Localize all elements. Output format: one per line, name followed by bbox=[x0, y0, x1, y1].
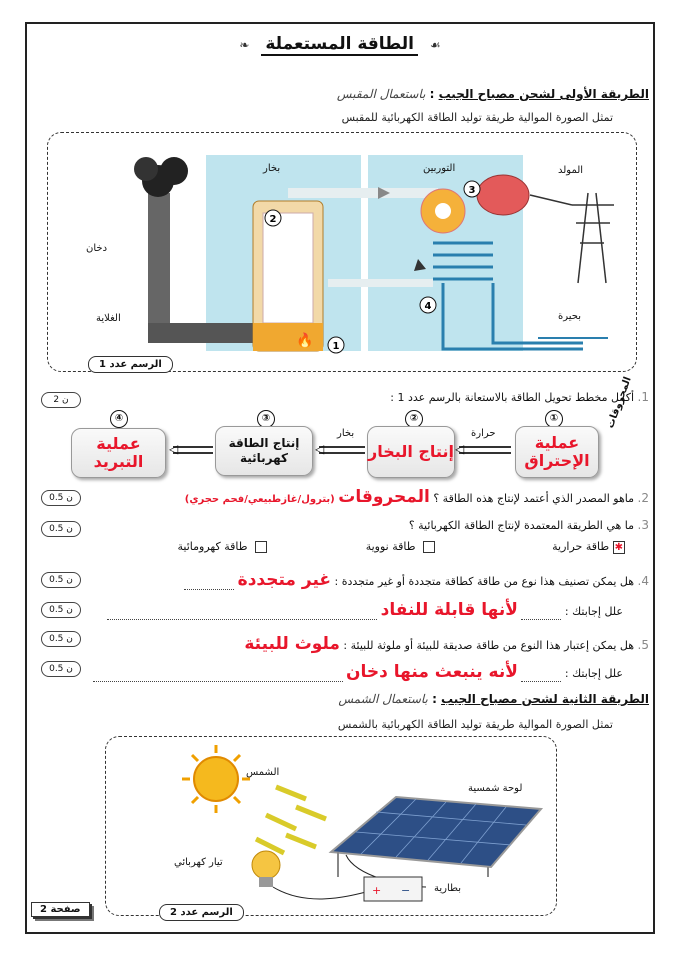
power-pylon bbox=[530, 193, 614, 283]
q1-line bbox=[390, 390, 649, 404]
svg-text:🔥: 🔥 bbox=[296, 333, 314, 349]
power-plant-diagram bbox=[48, 133, 634, 369]
q5-text: هل يمكن إعتبار هذا النوع من طاقة صديقة للبيئة أو ملوثة للبيئة : bbox=[343, 639, 635, 652]
flue bbox=[148, 323, 263, 343]
section2-desc: تمثل الصورة الموالية طريقة توليد الطاقة الكهربائية بالشمس bbox=[337, 718, 613, 731]
label-panel: لوحة شمسية bbox=[468, 783, 523, 794]
q5-why-label: علل إجابتك : bbox=[564, 667, 623, 680]
step2-box: إنتاج البخار bbox=[367, 426, 455, 478]
step1-number: ① bbox=[545, 410, 563, 428]
section2-heading: الطريقة الثانية لشحن مصباح الجيب : باستعمال الشمس bbox=[338, 692, 649, 706]
svg-text:−: − bbox=[401, 884, 411, 897]
q1-side-label: المحروقات bbox=[605, 375, 634, 430]
ornament-right-icon: ☙ bbox=[429, 38, 441, 52]
worksheet-page bbox=[25, 22, 655, 934]
arrow-3-4-head-icon: ◁ bbox=[169, 442, 179, 456]
arrow-1-2-label: حرارة bbox=[471, 428, 496, 439]
label-boiler: الغلاية bbox=[96, 313, 121, 324]
arrow-1-2 bbox=[459, 446, 511, 454]
q3-option-hydro[interactable]: طاقة كهرومائية bbox=[178, 540, 267, 553]
bulb-icon bbox=[252, 851, 280, 879]
arrow-2-3-label: بخار bbox=[337, 428, 355, 439]
q5-why-points: 0.5 ن bbox=[41, 661, 81, 677]
label-steam: بخار bbox=[263, 163, 281, 174]
q3-points: 0.5 ن bbox=[41, 521, 81, 537]
page-title-block bbox=[27, 34, 653, 54]
svg-text:2: 2 bbox=[269, 214, 277, 225]
q3-option-hydro-checkbox[interactable] bbox=[255, 541, 267, 553]
label-battery: بطارية bbox=[434, 883, 462, 894]
figure2-box bbox=[105, 736, 557, 916]
sun-icon bbox=[182, 745, 250, 813]
q1-points: 2 ن bbox=[41, 392, 81, 408]
step1-box: عملية الإحتراق bbox=[515, 426, 599, 478]
q3-option-thermal[interactable]: ✱ طاقة حرارية bbox=[552, 540, 623, 553]
q3-option-nuclear[interactable]: طاقة نووية bbox=[366, 540, 435, 553]
label-turbine: التوربين bbox=[423, 163, 456, 174]
step3-number: ③ bbox=[257, 410, 275, 428]
q5-points: 0.5 ن bbox=[41, 631, 81, 647]
solar-panel bbox=[331, 797, 541, 867]
q5-why-line bbox=[93, 662, 624, 682]
solar-diagram bbox=[106, 737, 554, 913]
generator bbox=[477, 175, 529, 215]
step4-box: عملية التبريد bbox=[71, 428, 166, 478]
ornament-left-icon: ❧ bbox=[239, 38, 250, 52]
q3-option-thermal-check[interactable]: ✱ bbox=[614, 542, 623, 553]
step3-box: إنتاج الطاقة كهربائية bbox=[215, 426, 313, 476]
q2-answer-detail: (بترول/غازطبيعي/فحم حجري) bbox=[184, 494, 335, 505]
q2-text: ماهو المصدر الذي أعتمد لإنتاج هذه الطاقة ؟ bbox=[433, 492, 635, 505]
section1-desc: تمثل الصورة الموالية طريقة توليد الطاقة الكهربائية للمقبس bbox=[341, 111, 613, 124]
arrow-3-4 bbox=[173, 446, 213, 454]
step4-number: ④ bbox=[110, 410, 128, 428]
label-sun: الشمس bbox=[246, 767, 280, 778]
label-generator: المولد bbox=[558, 165, 584, 176]
svg-text:4: 4 bbox=[424, 301, 432, 312]
q2-points: 0.5 ن bbox=[41, 490, 81, 506]
arrow-2-3-head-icon: ◁ bbox=[315, 442, 325, 456]
label-lake: بحيرة bbox=[558, 311, 582, 322]
section2-sub: باستعمال الشمس bbox=[338, 692, 428, 706]
arrow-1-2-head-icon: ◁ bbox=[455, 442, 465, 456]
q4-points: 0.5 ن bbox=[41, 572, 81, 588]
section1-heading-text: الطريقة الأولى لشحن مصباح الجيب bbox=[438, 87, 649, 101]
q4-why-line bbox=[107, 600, 623, 620]
q1-number: 1. bbox=[637, 390, 649, 404]
q4-line: 4. هل يمكن تصنيف هذا نوع من طاقة كطاقة متجددة أو غير متجددة : غير متجددة bbox=[184, 570, 649, 590]
q4-why-answer: لأنها قابلة للنفاد bbox=[380, 600, 518, 620]
label-current: تيار كهربائي bbox=[174, 857, 223, 868]
q3-line: 3. ما هي الطريقة المعتمدة لإنتاج الطاقة الكهربائية ؟ bbox=[408, 518, 649, 532]
q4-text: هل يمكن تصنيف هذا نوع من طاقة كطاقة متجددة أو غير متجددة : bbox=[334, 575, 635, 588]
q2-line: 2. ماهو المصدر الذي أعتمد لإنتاج هذه الطاقة ؟ المحروقات (بترول/غازطبيعي/فحم حجري) bbox=[184, 487, 649, 507]
q4-why-label: علل إجابتك : bbox=[564, 605, 623, 618]
sun-rays bbox=[256, 787, 326, 853]
q4-why-points: 0.5 ن bbox=[41, 602, 81, 618]
arrow-2-3 bbox=[319, 446, 365, 454]
svg-text:+: + bbox=[372, 884, 382, 897]
chimney bbox=[148, 193, 170, 333]
q5-why-answer: لأنه ينبعث منها دخان bbox=[346, 662, 518, 682]
svg-text:1: 1 bbox=[332, 341, 340, 352]
svg-text:3: 3 bbox=[468, 185, 476, 196]
section2-heading-text: الطريقة الثانية لشحن مصباح الجيب bbox=[441, 692, 649, 706]
q5-line: 5. هل يمكن إعتبار هذا النوع من طاقة صديقة للبيئة أو ملوثة للبيئة : ملوث للبيئة bbox=[244, 634, 649, 654]
step2-number: ② bbox=[405, 410, 423, 428]
q3-text: ما هي الطريقة المعتمدة لإنتاج الطاقة الكهربائية ؟ bbox=[408, 519, 635, 532]
figure2-caption: الرسم عدد 2 bbox=[159, 904, 244, 921]
q1-text: أكمل مخطط تحويل الطاقة بالاستعانة بالرسم عدد 1 : bbox=[390, 391, 635, 404]
q5-answer: ملوث للبيئة bbox=[244, 634, 340, 654]
q3-option-nuclear-checkbox[interactable] bbox=[423, 541, 435, 553]
label-smoke: دخان bbox=[86, 243, 108, 254]
page-title: الطاقة المستعملة bbox=[261, 34, 418, 56]
figure1-box bbox=[47, 132, 637, 372]
q4-answer: غير متجددة bbox=[237, 570, 331, 590]
section1-sub: باستعمال المقبس bbox=[336, 87, 426, 101]
section1-heading: الطريقة الأولى لشحن مصباح الجيب : باستعمال المقبس bbox=[336, 87, 649, 101]
q2-answer: المحروقات bbox=[338, 487, 430, 507]
figure1-caption: الرسم عدد 1 bbox=[88, 356, 173, 373]
page-number: صفحة 2 bbox=[31, 902, 90, 917]
